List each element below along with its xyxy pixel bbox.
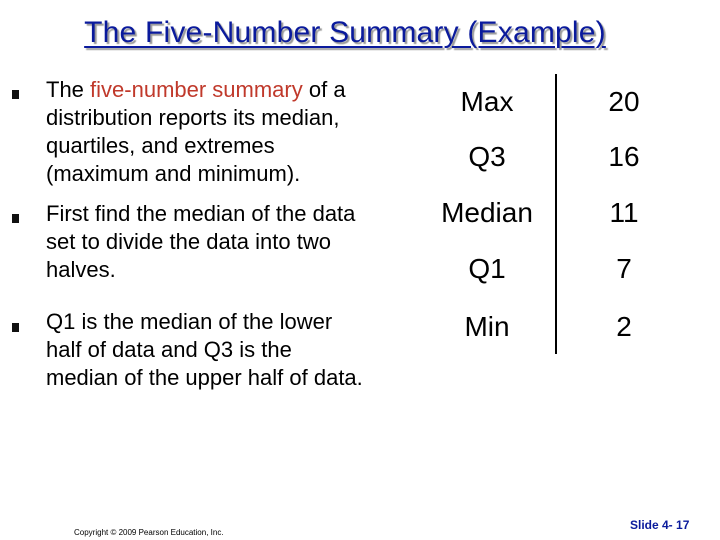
table-divider: [555, 74, 557, 354]
bullet-text-3: Q1 is the median of the lower half of data and Q3 is the median of the upper half of data.: [46, 309, 363, 390]
slide-title: The Five-Number Summary (Example): [84, 16, 606, 49]
slide-number: Slide 4- 17: [630, 518, 690, 532]
table-value-q1: 7: [616, 253, 632, 284]
bullet-marker: [12, 90, 19, 99]
bullet-marker: [12, 214, 19, 223]
table-value-q3: 16: [608, 141, 640, 172]
table-value-median: 11: [609, 197, 639, 228]
table-label-q1: Q1: [468, 253, 506, 284]
table-label-min: Min: [464, 311, 510, 342]
bullet-text-1-post: of a distribution reports its median, quartiles, and extremes (maximum and minimum).: [46, 77, 346, 186]
bullet-text-2: First find the median of the data set to divide the data into two halves.: [46, 201, 356, 282]
table-label-median: Median: [441, 197, 533, 228]
table-label-q3: Q3: [468, 141, 506, 172]
bullet-marker: [12, 323, 19, 332]
table-label-max: Max: [460, 86, 514, 117]
table-value-max: 20: [608, 86, 640, 117]
bullet-text-1: [46, 76, 346, 188]
bullet-text-1-pre: The: [46, 77, 91, 102]
table-value-min: 2: [616, 311, 632, 342]
copyright-notice: Copyright © 2009 Pearson Education, Inc.: [74, 528, 224, 537]
five-number-summary-highlight: five-number summary: [90, 77, 303, 102]
